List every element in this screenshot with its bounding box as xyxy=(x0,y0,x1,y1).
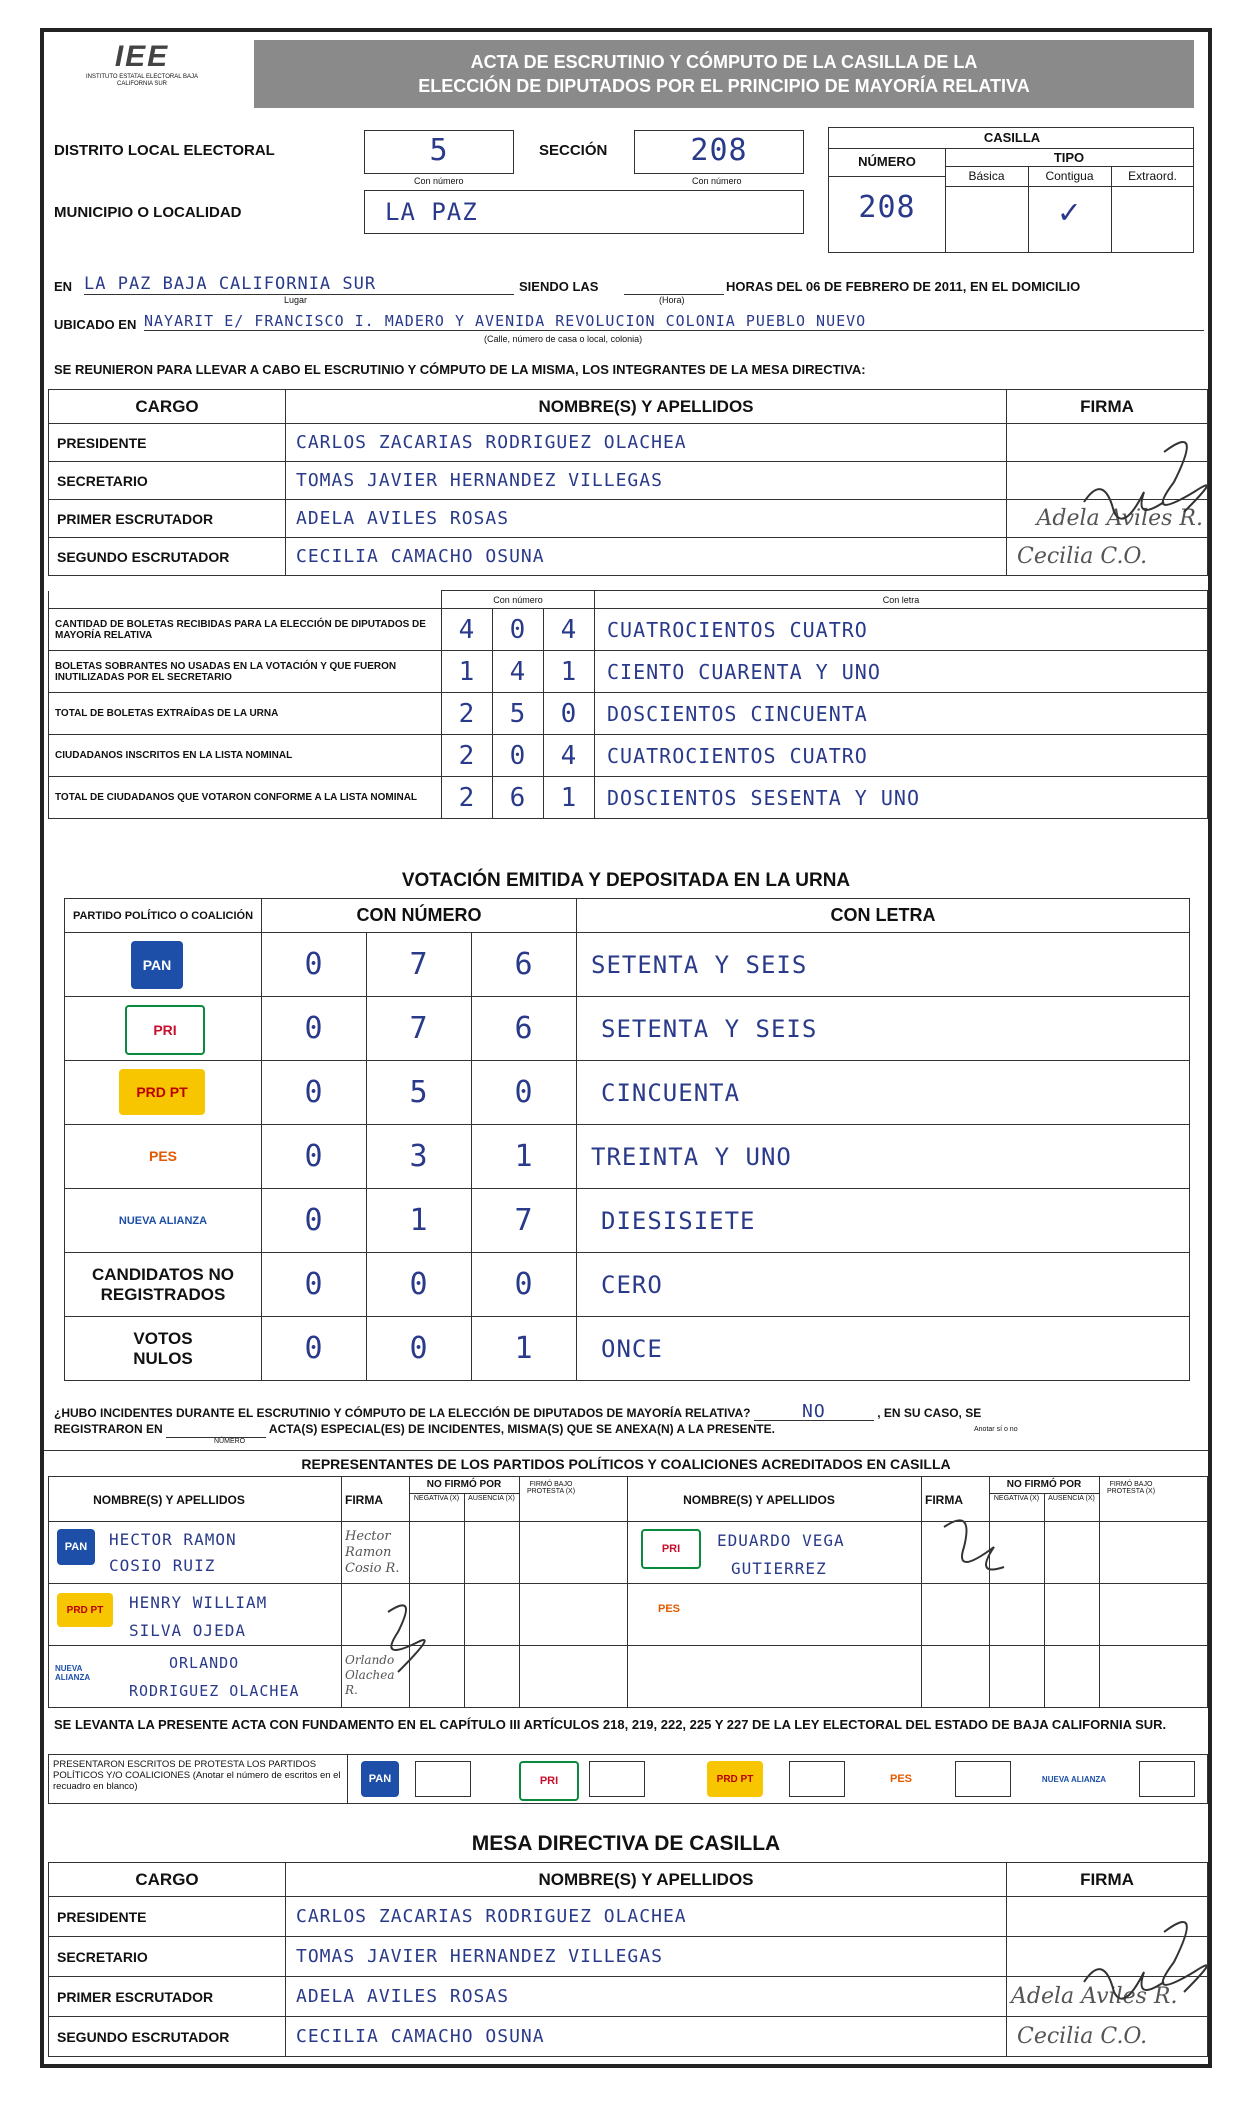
rep-name: HENRY WILLIAM SILVA OJEDA xyxy=(129,1593,268,1640)
ballots-table: Con número Con letra CANTIDAD DE BOLETAS RECIBIDAS PARA LA ELECCIÓN DE DIPUTADOS DE MAYORÍA RELATIVA 4 0 4 CUATROCIENTOS CUATRO BOLETAS SOBRANTES NO USADAS EN LA VOTACIÓN Y QUE FUERON INUTILIZADAS POR EL SECRETARIO 1 4 1 CIENTO CUARENTA Y UNO TOTAL DE BOLETAS EXTRAÍDAS DE LA URNA 2 5 0 DOSCIENTOS CINCUENTA CIUDADANOS INSCRITOS EN LA LISTA NOMINAL 2 0 4 CUATROCIENTOS CUATRO TOTAL DE CIUDADANOS QUE VOTARON CONFORME A LA LISTA NOMINAL 2 6 1 DOSCIENTOS SESENTA Y UNO xyxy=(48,590,1208,819)
vote-row: PAN 0 7 6 SETENTA Y SEIS xyxy=(65,933,1190,997)
vote-row: NUEVA ALIANZA 0 1 7 DIESISIETE xyxy=(65,1189,1190,1253)
ballot-row: CANTIDAD DE BOLETAS RECIBIDAS PARA LA ELECCIÓN DE DIPUTADOS DE MAYORÍA RELATIVA 4 0 4 CUATROCIENTOS CUATRO xyxy=(49,609,1208,651)
prd-pt-logo: PRD PT xyxy=(57,1593,113,1627)
numero-note: NÚMERO xyxy=(214,1438,246,1445)
ballot-row: BOLETAS SOBRANTES NO USADAS EN LA VOTACIÓN Y QUE FUERON INUTILIZADAS POR EL SECRETARIO 1 4 1 CIENTO CUARENTA Y UNO xyxy=(49,651,1208,693)
pri-logo: PRI xyxy=(125,1005,205,1055)
siendo-label: SIENDO LAS xyxy=(519,279,599,294)
reps-title: REPRESENTANTES DE LOS PARTIDOS POLÍTICOS Y COALICIONES ACREDITADOS EN CASILLA xyxy=(301,1456,951,1472)
horas-text: HORAS DEL 06 DE FEBRERO DE 2011, EN EL DOMICILIO xyxy=(726,279,1081,294)
pes-logo: PES xyxy=(125,1133,201,1179)
pan-logo: PAN xyxy=(131,941,183,989)
signature: Adela Aviles R. xyxy=(1007,1977,1208,2017)
nueva-alianza-logo: NUEVA ALIANZA xyxy=(1039,1763,1109,1795)
ubicado-label: UBICADO EN xyxy=(54,317,137,332)
prd-pt-logo: PRD PT xyxy=(707,1761,763,1797)
vote-row: PRI 0 7 6 SETENTA Y SEIS xyxy=(65,997,1190,1061)
official-row: SECRETARIO TOMAS JAVIER HERNANDEZ VILLEGAS xyxy=(49,462,1208,500)
vote-row: PES 0 3 1 TREINTA Y UNO xyxy=(65,1125,1190,1189)
mesa-row: SECRETARIO TOMAS JAVIER HERNANDEZ VILLEGAS xyxy=(49,1937,1208,1977)
pes-logo: PES xyxy=(873,1761,929,1797)
signature: Adela Aviles R. xyxy=(1007,500,1208,538)
municipality-field[interactable]: LA PAZ xyxy=(364,190,804,234)
votes-table: PARTIDO POLÍTICO O COALICIÓN CON NÚMERO CON LETRA PAN 0 7 6 SETENTA Y SEIS PRI 0 7 6 SETENTA Y SEIS PRD PT 0 5 0 CINCUENTA PES 0 3 1 TREINTA Y UNO NUEVA ALIANZA 0 1 7 DIESISIETE CANDIDATOS NO REGISTRADOS 0 0 0 CERO VOTOS NULOS 0 0 1 ONCE xyxy=(64,898,1190,1381)
votes-title: VOTACIÓN EMITIDA Y DEPOSITADA EN LA URNA xyxy=(401,870,851,891)
vote-row: VOTOS NULOS 0 0 1 ONCE xyxy=(65,1317,1190,1381)
district-sub: Con número xyxy=(414,176,464,186)
nueva-alianza-logo: NUEVA ALIANZA xyxy=(111,1199,215,1243)
mesa-row: SEGUNDO ESCRUTADOR CECILIA CAMACHO OSUNA Cecilia C.O. xyxy=(49,2017,1208,2057)
signature-scribbles xyxy=(44,32,1216,2072)
casilla-contigua-check[interactable]: ✓ xyxy=(1058,192,1081,232)
mesa-row: PRESIDENTE CARLOS ZACARIAS RODRIGUEZ OLACHEA xyxy=(49,1897,1208,1937)
municipality-label: MUNICIPIO O LOCALIDAD xyxy=(54,204,242,221)
prd-pt-logo: PRD PT xyxy=(119,1069,205,1115)
district-field[interactable]: 5 xyxy=(364,130,514,174)
nueva-alianza-logo: NUEVA ALIANZA xyxy=(55,1653,119,1693)
rep-name: HECTOR RAMON COSIO RUIZ xyxy=(109,1530,237,1575)
pan-logo: PAN xyxy=(361,1761,399,1797)
casilla-box: CASILLA NÚMERO TIPO Básica Contigua Extraord. 208 ✓ xyxy=(828,127,1194,253)
section-sub: Con número xyxy=(692,176,742,186)
officials-table: CARGO NOMBRE(S) Y APELLIDOS FIRMA PRESIDENTE CARLOS ZACARIAS RODRIGUEZ OLACHEA SECRETARIO TOMAS JAVIER HERNANDEZ VILLEGAS PRIMER ESCRUTADOR ADELA AVILES ROSAS Adela Aviles R. SEGUNDO ESCRUTADOR CECILIA CAMACHO OSUNA Cecilia C.O. xyxy=(48,389,1208,576)
vote-row: CANDIDATOS NO REGISTRADOS 0 0 0 CERO xyxy=(65,1253,1190,1317)
ballot-row: CIUDADANOS INSCRITOS EN LA LISTA NOMINAL 2 0 4 CUATROCIENTOS CUATRO xyxy=(49,735,1208,777)
address-note: (Calle, número de casa o local, colonia) xyxy=(484,334,643,344)
protest-row: PRESENTARON ESCRITOS DE PROTESTA LOS PARTIDOS POLÍTICOS Y/O COALICIONES (Anotar el número de escritos en el recuadro en blanco) PAN PRI PRD PT PES NUEVA ALIANZA xyxy=(48,1754,1208,1804)
rep-signature: Orlando Olachea R. xyxy=(345,1653,395,1697)
address-field[interactable]: NAYARIT E/ FRANCISCO I. MADERO Y AVENIDA REVOLUCION COLONIA PUEBLO NUEVO xyxy=(144,312,1204,331)
section-field[interactable]: 208 xyxy=(634,130,804,174)
mesa-table: CARGO NOMBRE(S) Y APELLIDOS FIRMA PRESIDENTE CARLOS ZACARIAS RODRIGUEZ OLACHEA SECRETARIO TOMAS JAVIER HERNANDEZ VILLEGAS PRIMER ESCRUTADOR ADELA AVILES ROSAS Adela Aviles R. SEGUNDO ESCRUTADOR CECILIA CAMACHO OSUNA Cecilia C.O. xyxy=(48,1862,1208,2057)
lugar-note: Lugar xyxy=(284,295,308,305)
section-label: SECCIÓN xyxy=(539,142,608,159)
iee-logo: IEE INSTITUTO ESTATAL ELECTORAL BAJA CALIFORNIA SUR xyxy=(85,40,199,87)
pri-logo: PRI xyxy=(641,1529,701,1569)
mesa-row: PRIMER ESCRUTADOR ADELA AVILES ROSAS Adela Aviles R. xyxy=(49,1977,1208,2017)
legal-text: SE LEVANTA LA PRESENTE ACTA CON FUNDAMENTO EN EL CAPÍTULO III ARTÍCULOS 218, 219, 222, 225 Y 227 DE LA LEY ELECTORAL DEL ESTADO DE BAJA CALIFORNIA SUR. xyxy=(54,1717,1167,1732)
pan-logo: PAN xyxy=(57,1529,95,1565)
incidents-block: ¿HUBO INCIDENTES DURANTE EL ESCRUTINIO Y CÓMPUTO DE LA ELECCIÓN DE DIPUTADOS DE MAYORÍA RELATIVA? NO , EN SU CASO, SE REGISTRARON EN ACTA(S) ESPECIAL(ES) DE INCIDENTES, MISMA(S) QUE SE ANEXA(N) A LA PRESENTE. xyxy=(54,1401,982,1436)
anotar-note: Anotar sí o no xyxy=(974,1426,1018,1433)
ballot-row: TOTAL DE BOLETAS EXTRAÍDAS DE LA URNA 2 5 0 DOSCIENTOS CINCUENTA xyxy=(49,693,1208,735)
hour-note: (Hora) xyxy=(659,295,685,305)
pes-logo: PES xyxy=(641,1591,697,1627)
incidents-answer[interactable]: NO xyxy=(754,1404,874,1421)
official-row: PRESIDENTE CARLOS ZACARIAS RODRIGUEZ OLACHEA xyxy=(49,424,1208,462)
rep-signature: Hector Ramon Cosio R. xyxy=(345,1529,400,1576)
vote-row: PRD PT 0 5 0 CINCUENTA xyxy=(65,1061,1190,1125)
signature: Cecilia C.O. xyxy=(1007,538,1208,576)
rep-name: ORLANDO RODRIGUEZ OLACHEA xyxy=(129,1654,300,1700)
reunion-text: SE REUNIERON PARA LLEVAR A CABO EL ESCRUTINIO Y CÓMPUTO DE LA MISMA, LOS INTEGRANTES DE LA MESA DIRECTIVA: xyxy=(54,362,866,377)
reps-table: NOMBRE(S) Y APELLIDOS FIRMA NO FIRMÓ POR NEGATIVA (X) AUSENCIA (X) FIRMÓ BAJO PROTESTA (X) NOMBRE(S) Y APELLIDOS FIRMA NO FIRMÓ POR NEGATIVA (X) AUSENCIA (X) FIRMÓ BAJO PROTESTA (X) PAN HECTOR RAMON COSIO RUIZ Hector Ramon Cosio R. PRD PT HENRY WILLIAM SILVA OJEDA NUEVA ALIANZA ORLANDO RODRIGUEZ OLACHEA Orlando Olachea R. PRI EDUARDO VEGA GUTIERREZ PES xyxy=(48,1476,1208,1708)
ballot-row: TOTAL DE CIUDADANOS QUE VOTARON CONFORME A LA LISTA NOMINAL 2 6 1 DOSCIENTOS SESENTA Y UNO xyxy=(49,777,1208,819)
district-label: DISTRITO LOCAL ELECTORAL xyxy=(54,142,275,159)
official-row: PRIMER ESCRUTADOR ADELA AVILES ROSAS Adela Aviles R. xyxy=(49,500,1208,538)
casilla-number-field[interactable]: 208 xyxy=(858,190,916,225)
place-field[interactable]: LA PAZ BAJA CALIFORNIA SUR xyxy=(84,274,514,295)
rep-name: EDUARDO VEGA GUTIERREZ xyxy=(717,1531,845,1578)
mesa-title: MESA DIRECTIVA DE CASILLA xyxy=(471,1832,781,1855)
document-title: ACTA DE ESCRUTINIO Y CÓMPUTO DE LA CASILLA DE LA ELECCIÓN DE DIPUTADOS POR EL PRINCIPIO DE MAYORÍA RELATIVA xyxy=(254,40,1194,108)
pri-logo: PRI xyxy=(519,1761,579,1801)
acta-sheet xyxy=(40,28,1212,2068)
signature: Cecilia C.O. xyxy=(1007,2017,1208,2057)
en-label: EN xyxy=(54,279,73,294)
official-row: SEGUNDO ESCRUTADOR CECILIA CAMACHO OSUNA Cecilia C.O. xyxy=(49,538,1208,576)
